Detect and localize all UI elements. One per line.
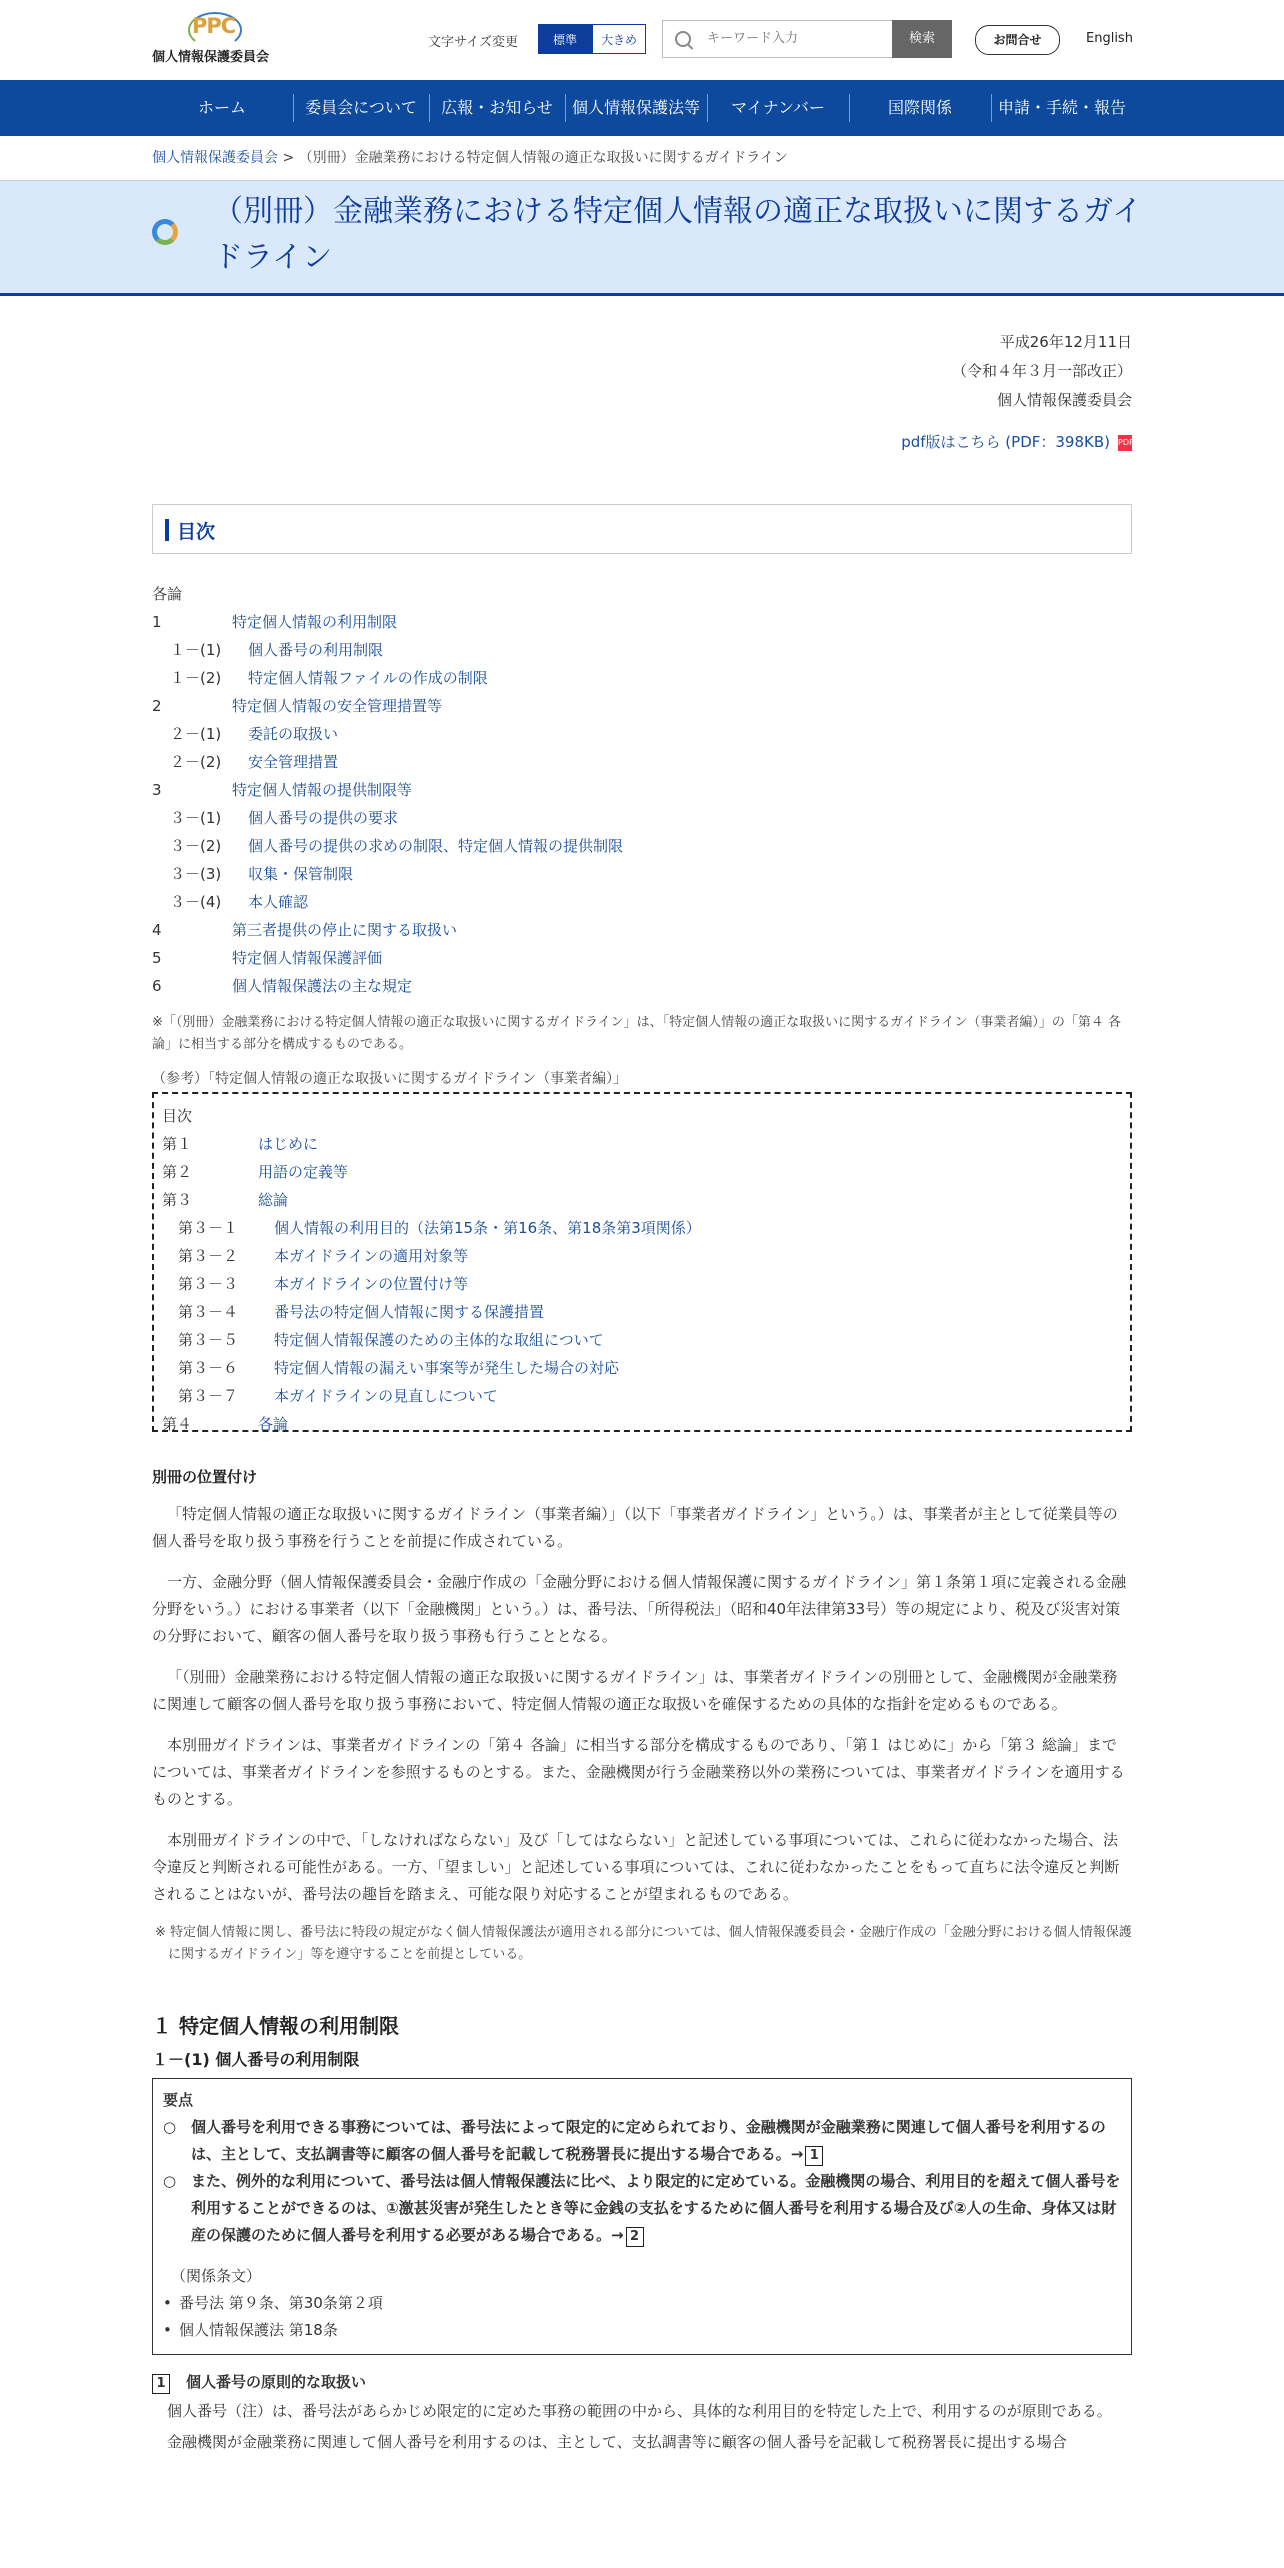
ref-toc-item bbox=[162, 1158, 1122, 1186]
toc-number: １－(1) bbox=[170, 641, 222, 659]
toc-item bbox=[152, 636, 1132, 664]
positioning-para: 一方、金融分野（個人情報保護委員会・金融庁作成の「金融分野における個人情報保護に関するガイドライン」第１条第１項に定義される金融分野をいう。）における事業者（以下「金融機関」という。）は、番号法、「所得税法」（昭和40年法律第33号）等の規定により、税及び災害対策の分野において、顧客の個人番号を取り扱う事務も行うこととなる。 bbox=[152, 1573, 1127, 1645]
positioning-note: ※ 特定個人情報に関し、番号法に特段の規定がなく個人情報保護法が適用される部分については、個人情報保護委員会・金融庁作成の「金融分野における個人情報保護に関するガイドライン」等を遵守することを前提としている。 bbox=[155, 1925, 1132, 1962]
toc-heading: 各論 bbox=[152, 585, 183, 603]
ref-toc-title: 目次 bbox=[162, 1107, 193, 1125]
global-nav bbox=[0, 80, 1284, 136]
ref-title: （参考）「特定個人情報の適正な取扱いに関するガイドライン（事業者編）」 bbox=[152, 1071, 628, 1087]
subheading-text: 個人番号の原則的な取扱い bbox=[186, 2373, 367, 2391]
toc-number: ２－(2) bbox=[170, 753, 222, 771]
subheading-number: 1 bbox=[152, 2374, 170, 2394]
ref-toc-number: 第２ bbox=[162, 1163, 193, 1181]
ref-toc-number: 第４ bbox=[162, 1415, 193, 1433]
toc-title: 目次 bbox=[177, 521, 216, 543]
org-name: 個人情報保護委員会 bbox=[152, 50, 270, 65]
key-point-text: 個人番号を利用できる事務については、番号法によって限定的に定められており、金融機関が金融業務に関連して個人番号を利用するのは、主として、支払調書等に顧客の個人番号を記載して税務署長に提出する場合である。→ bbox=[191, 2118, 1106, 2163]
toc-link[interactable]: 特定個人情報ファイルの作成の制限 bbox=[248, 669, 488, 687]
body-para: 個人番号（注）は、番号法があらかじめ限定的に定めた事務の範囲の中から、具体的な利用目的を特定した上で、利用するのが原則である。 bbox=[167, 2402, 1112, 2420]
page-title: （別冊）金融業務における特定個人情報の適正な取扱いに関するガイドライン bbox=[213, 194, 1143, 275]
breadcrumb-separator: > bbox=[282, 150, 295, 166]
ref-toc-number: 第３－３ bbox=[178, 1275, 239, 1293]
toc-item bbox=[152, 776, 1132, 804]
toc-link[interactable]: 本人確認 bbox=[248, 893, 309, 911]
contact-button[interactable]: お問合せ bbox=[975, 25, 1060, 55]
toc-number: 1 bbox=[152, 613, 162, 631]
positioning-para: 「（別冊）金融業務における特定個人情報の適正な取扱いに関するガイドライン」は、事業者ガイドラインの別冊として、金融機関が金融業務に関連して顧客の個人番号を取り扱う事務において、特定個人情報の適正な取扱いを確保するための具体的な指針を定めるものである。 bbox=[152, 1668, 1118, 1713]
toc-item bbox=[152, 944, 1132, 972]
ref-toc-item bbox=[162, 1410, 1122, 1438]
ref-toc-link[interactable]: 番号法の特定個人情報に関する保護措置 bbox=[274, 1303, 545, 1321]
ref-toc-item bbox=[162, 1214, 1122, 1242]
ref-toc-item bbox=[162, 1270, 1122, 1298]
ref-link-2[interactable]: 2 bbox=[626, 2227, 644, 2247]
ref-toc-box bbox=[152, 1092, 1132, 1432]
revision-note: （令和４年３月一部改正） bbox=[951, 362, 1132, 380]
toc-link[interactable]: 個人番号の利用制限 bbox=[248, 641, 384, 659]
ref-toc-number: 第３－６ bbox=[178, 1359, 239, 1377]
pdf-download bbox=[152, 431, 1132, 452]
pdf-link[interactable]: pdf版はこちら (PDF：398KB) bbox=[901, 433, 1110, 451]
ref-toc-item bbox=[162, 1186, 1122, 1214]
toc-link[interactable]: 安全管理措置 bbox=[248, 753, 339, 771]
toc-number: ３－(3) bbox=[170, 865, 222, 883]
positioning-para: 本別冊ガイドラインの中で、「しなければならない」及び「してはならない」と記述している事項については、これらに従わなかった場合、法令違反と判断される可能性がある。一方、「望ましい」と記述している事項については、これに従わなかったことをもって直ちに法令違反と判断されることはないが、番号法の趣旨を踏まえ、可能な限り対応することが望まれるものである。 bbox=[152, 1831, 1120, 1903]
nav-mynumber[interactable]: マイナンバー bbox=[731, 98, 825, 117]
font-standard-button[interactable]: 標準 bbox=[538, 24, 592, 54]
nav-about[interactable]: 委員会について bbox=[305, 98, 417, 117]
subheading bbox=[152, 2371, 1132, 2394]
ref-toc-link[interactable]: 本ガイドラインの適用対象等 bbox=[274, 1247, 469, 1265]
bullet-circle-icon: ○ bbox=[163, 2118, 177, 2136]
ref-toc-number: 第３－７ bbox=[178, 1387, 239, 1405]
ppc-logo[interactable] bbox=[152, 12, 292, 68]
nav-news[interactable]: 広報・お知らせ bbox=[441, 98, 553, 117]
toc-item bbox=[152, 916, 1132, 944]
font-size-label: 文字サイズ変更 bbox=[428, 35, 518, 50]
toc-link[interactable]: 個人情報保護法の主な規定 bbox=[232, 977, 413, 995]
font-large-button[interactable]: 大きめ bbox=[592, 24, 646, 54]
toc-link[interactable]: 収集・保管制限 bbox=[248, 865, 354, 883]
ref-toc-number: 第３－４ bbox=[178, 1303, 239, 1321]
search-button[interactable]: 検索 bbox=[892, 20, 952, 58]
positioning-para: 「特定個人情報の適正な取扱いに関するガイドライン（事業者編）」（以下「事業者ガイドライン」という。）は、事業者が主として従業員等の個人番号を取り扱う事務を行うことを前提に作成されている。 bbox=[152, 1505, 1118, 1550]
toc-number: 3 bbox=[152, 781, 162, 799]
breadcrumb bbox=[152, 136, 1132, 180]
ref-toc-link[interactable]: 用語の定義等 bbox=[258, 1163, 349, 1181]
ref-toc-number: 第３－１ bbox=[178, 1219, 239, 1237]
document-meta bbox=[152, 296, 1132, 415]
toc-number: １－(2) bbox=[170, 669, 222, 687]
subsection-title: １－(1) 個人番号の利用制限 bbox=[152, 2050, 360, 2069]
positioning-title: 別冊の位置付け bbox=[152, 1468, 258, 1486]
toc-list bbox=[152, 580, 1132, 1000]
toc-number: ３－(2) bbox=[170, 837, 222, 855]
toc-link[interactable]: 特定個人情報の提供制限等 bbox=[232, 781, 413, 799]
title-band bbox=[0, 180, 1284, 296]
ref-toc-item bbox=[162, 1242, 1122, 1270]
related-article: • 個人情報保護法 第18条 bbox=[163, 2317, 1121, 2344]
toc-link[interactable]: 第三者提供の停止に関する取扱い bbox=[232, 921, 458, 939]
site-header bbox=[0, 0, 1284, 80]
related-articles-title: （関係条文） bbox=[171, 2267, 262, 2285]
toc-number: 2 bbox=[152, 697, 162, 715]
toc-number: 6 bbox=[152, 977, 162, 995]
toc-header bbox=[152, 504, 1132, 554]
search-box bbox=[662, 20, 952, 58]
search-icon bbox=[675, 31, 691, 47]
key-point bbox=[163, 2168, 1121, 2249]
ref-toc-number: 第３－２ bbox=[178, 1247, 239, 1265]
ref-toc-link[interactable]: 各論 bbox=[258, 1415, 289, 1433]
ref-toc-link[interactable]: 本ガイドラインの見直しについて bbox=[274, 1387, 498, 1405]
toc-item bbox=[152, 860, 1132, 888]
author: 個人情報保護委員会 bbox=[996, 391, 1132, 409]
toc-note: ※「（別冊）金融業務における特定個人情報の適正な取扱いに関するガイドライン」は、「特定個人情報の適正な取扱いに関するガイドライン（事業者編）」の「第４ 各論」に相当する部分を構成するものである。 bbox=[152, 1015, 1121, 1052]
toc-item bbox=[152, 608, 1132, 636]
toc-number: ２－(1) bbox=[170, 725, 222, 743]
toc-item bbox=[152, 692, 1132, 720]
ref-toc-item bbox=[162, 1130, 1122, 1158]
toc-link[interactable]: 個人番号の提供の要求 bbox=[248, 809, 399, 827]
positioning-para: 本別冊ガイドラインは、事業者ガイドラインの「第４ 各論」に相当する部分を構成するものであり、「第１ はじめに」から「第３ 総論」までについては、事業者ガイドラインを参照するものとする。また、金融機関が行う金融業務以外の業務については、事業者ガイドラインを適用するものとする。 bbox=[152, 1736, 1125, 1808]
ref-toc-item bbox=[162, 1298, 1122, 1326]
body-para: 金融機関が金融業務に関連して個人番号を利用するのは、主として、支払調書等に顧客の個人番号を記載して税務署長に提出する場合 bbox=[167, 2433, 1067, 2451]
key-point bbox=[163, 2114, 1121, 2168]
toc-link[interactable]: 委託の取扱い bbox=[248, 725, 339, 743]
title-ring-icon bbox=[152, 219, 178, 245]
english-link[interactable]: English bbox=[1086, 31, 1133, 46]
nav-procedures[interactable]: 申請・手続・報告 bbox=[997, 98, 1126, 117]
key-points-title: 要点 bbox=[163, 2091, 194, 2109]
pdf-icon: PDF bbox=[1118, 435, 1132, 451]
ref-toc-link[interactable]: 総論 bbox=[258, 1191, 289, 1209]
ref-toc-link[interactable]: 特定個人情報保護のための主体的な取組について bbox=[274, 1331, 604, 1349]
breadcrumb-home[interactable]: 個人情報保護委員会 bbox=[152, 150, 278, 166]
toc-number: 4 bbox=[152, 921, 162, 939]
toc-number: 5 bbox=[152, 949, 162, 967]
ref-link-1[interactable]: 1 bbox=[805, 2146, 823, 2166]
toc-number: ３－(1) bbox=[170, 809, 222, 827]
section-title: １ 特定個人情報の利用制限 bbox=[152, 2014, 399, 2038]
toc-item bbox=[152, 720, 1132, 748]
ref-toc-number: 第３ bbox=[162, 1191, 193, 1209]
toc-number: ３－(4) bbox=[170, 893, 222, 911]
toc-item bbox=[152, 748, 1132, 776]
ref-toc-number: 第３－５ bbox=[178, 1331, 239, 1349]
nav-home[interactable]: ホーム bbox=[197, 98, 246, 117]
ref-toc-item bbox=[162, 1354, 1122, 1382]
nav-international[interactable]: 国際関係 bbox=[887, 98, 952, 117]
toc-item bbox=[152, 664, 1132, 692]
ref-toc-number: 第１ bbox=[162, 1135, 193, 1153]
ref-toc-item bbox=[162, 1326, 1122, 1354]
bullet-circle-icon: ○ bbox=[163, 2172, 177, 2190]
toc-link[interactable]: 特定個人情報の安全管理措置等 bbox=[232, 697, 443, 715]
toc-item bbox=[152, 832, 1132, 860]
ref-toc-link[interactable]: 個人情報の利用目的（法第15条・第16条、第18条第3項関係） bbox=[274, 1219, 701, 1237]
toc-link[interactable]: 個人番号の提供の求めの制限、特定個人情報の提供制限 bbox=[248, 837, 624, 855]
ref-toc-link[interactable]: はじめに bbox=[258, 1135, 319, 1153]
toc-link[interactable]: 特定個人情報保護評価 bbox=[232, 949, 383, 967]
search-input[interactable] bbox=[707, 21, 887, 57]
toc-link[interactable]: 特定個人情報の利用制限 bbox=[232, 613, 398, 631]
key-point-text: また、例外的な利用について、番号法は個人情報保護法に比べ、より限定的に定めている。金融機関の場合、利用目的を超えて個人番号を利用することができるのは、①激甚災害が発生したとき等に金銭の支払をするために個人番号を利用する場合及び②人の生命、身体又は財産の保護のために個人番号を利用する必要がある場合である。→ bbox=[191, 2172, 1121, 2244]
toc-item bbox=[152, 888, 1132, 916]
breadcrumb-current: （別冊）金融業務における特定個人情報の適正な取扱いに関するガイドライン bbox=[298, 150, 788, 166]
related-article: • 番号法 第９条、第30条第２項 bbox=[163, 2290, 1121, 2317]
toc-item bbox=[152, 804, 1132, 832]
nav-law[interactable]: 個人情報保護法等 bbox=[571, 98, 700, 117]
ref-toc-link[interactable]: 本ガイドラインの位置付け等 bbox=[274, 1275, 469, 1293]
ref-toc-item bbox=[162, 1382, 1122, 1410]
toc-item bbox=[152, 972, 1132, 1000]
ref-toc-link[interactable]: 特定個人情報の漏えい事案等が発生した場合の対応 bbox=[274, 1359, 620, 1377]
key-points-box bbox=[152, 2078, 1132, 2355]
toc-accent-bar bbox=[165, 519, 169, 541]
publish-date: 平成26年12月11日 bbox=[999, 333, 1132, 351]
logo-mark: PPC bbox=[192, 14, 236, 38]
